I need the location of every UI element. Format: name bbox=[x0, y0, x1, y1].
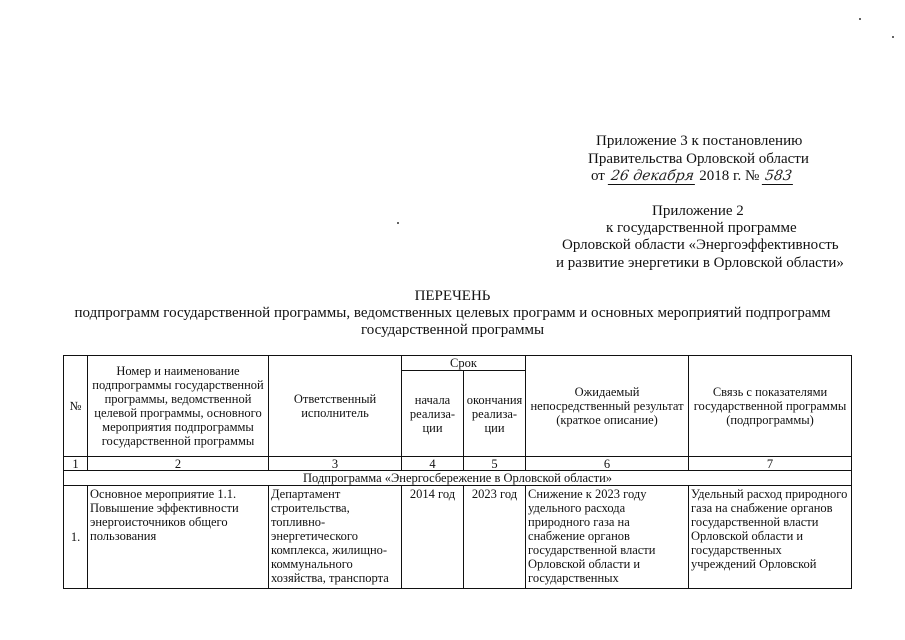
column-number: 5 bbox=[464, 457, 526, 471]
header-name: Номер и наименование подпрограммы государственной программы, ведомственной целевой программы, основного мероприятия подпрограммы государственной программы bbox=[88, 356, 269, 457]
subprogram-title: Подпрограмма «Энергосбережение в Орловской области» bbox=[64, 471, 852, 486]
column-number: 2 bbox=[88, 457, 269, 471]
column-number: 3 bbox=[269, 457, 402, 471]
appendix2-line1: Приложение 2 bbox=[652, 203, 744, 219]
row-executor: Департамент строительства, топливно-энергетического комплекса, жилищно-коммунального хозяйства, транспорта bbox=[269, 486, 402, 589]
row-link: Удельный расход природного газа на снабжение органов государственной власти Орловской области и государственных учреждений Орловской bbox=[689, 486, 852, 589]
appendix2-line2: к государственной программе bbox=[606, 220, 797, 236]
row-end: 2023 год bbox=[464, 486, 526, 589]
title-line1: подпрограмм государственной программы, ведомственных целевых программ и основных мероприятий подпрограмм bbox=[74, 305, 831, 321]
header-term: Срок bbox=[402, 356, 526, 371]
column-number: 6 bbox=[526, 457, 689, 471]
header-link: Связь с показателями государственной программы (подпрограммы) bbox=[689, 356, 852, 457]
programs-table bbox=[63, 355, 852, 589]
header-executor: Ответственный исполнитель bbox=[269, 356, 402, 457]
scan-speck bbox=[859, 18, 861, 20]
column-number: 4 bbox=[402, 457, 464, 471]
appendix2-line3: Орловской области «Энергоэффективность bbox=[562, 237, 839, 253]
row-no: 1. bbox=[64, 486, 88, 589]
year-label: 2018 г. № bbox=[699, 168, 760, 184]
handwritten-date: 26 декабря bbox=[607, 168, 696, 185]
handwritten-number: 583 bbox=[762, 168, 795, 185]
table-row bbox=[64, 486, 852, 589]
column-number: 7 bbox=[689, 457, 852, 471]
scan-speck bbox=[397, 222, 399, 224]
appendix3-line2: Правительства Орловской области bbox=[588, 151, 809, 167]
header-end: окончания реализа-ции bbox=[464, 371, 526, 457]
header-row-1 bbox=[64, 356, 852, 371]
appendix3-line1: Приложение 3 к постановлению bbox=[596, 133, 803, 149]
row-start: 2014 год bbox=[402, 486, 464, 589]
row-name: Основное мероприятие 1.1. Повышение эффективности энергоисточников общего пользования bbox=[88, 486, 269, 589]
title-main: ПЕРЕЧЕНЬ bbox=[414, 288, 491, 304]
header-result: Ожидаемый непосредственный результат (краткое описание) bbox=[526, 356, 689, 457]
subprogram-row bbox=[64, 471, 852, 486]
row-result: Снижение к 2023 году удельного расхода природного газа на снабжение органов государственной власти Орловской области и государственных bbox=[526, 486, 689, 589]
header-start: начала реализа-ции bbox=[402, 371, 464, 457]
appendix3-date-line bbox=[591, 168, 794, 185]
column-number: 1 bbox=[64, 457, 88, 471]
appendix2-line4: и развитие энергетики в Орловской области» bbox=[556, 255, 844, 271]
title-line2: государственной программы bbox=[360, 322, 545, 338]
column-numbers-row bbox=[64, 457, 852, 471]
from-label: от bbox=[591, 168, 605, 184]
header-no: № bbox=[64, 356, 88, 457]
scan-speck bbox=[892, 36, 894, 38]
